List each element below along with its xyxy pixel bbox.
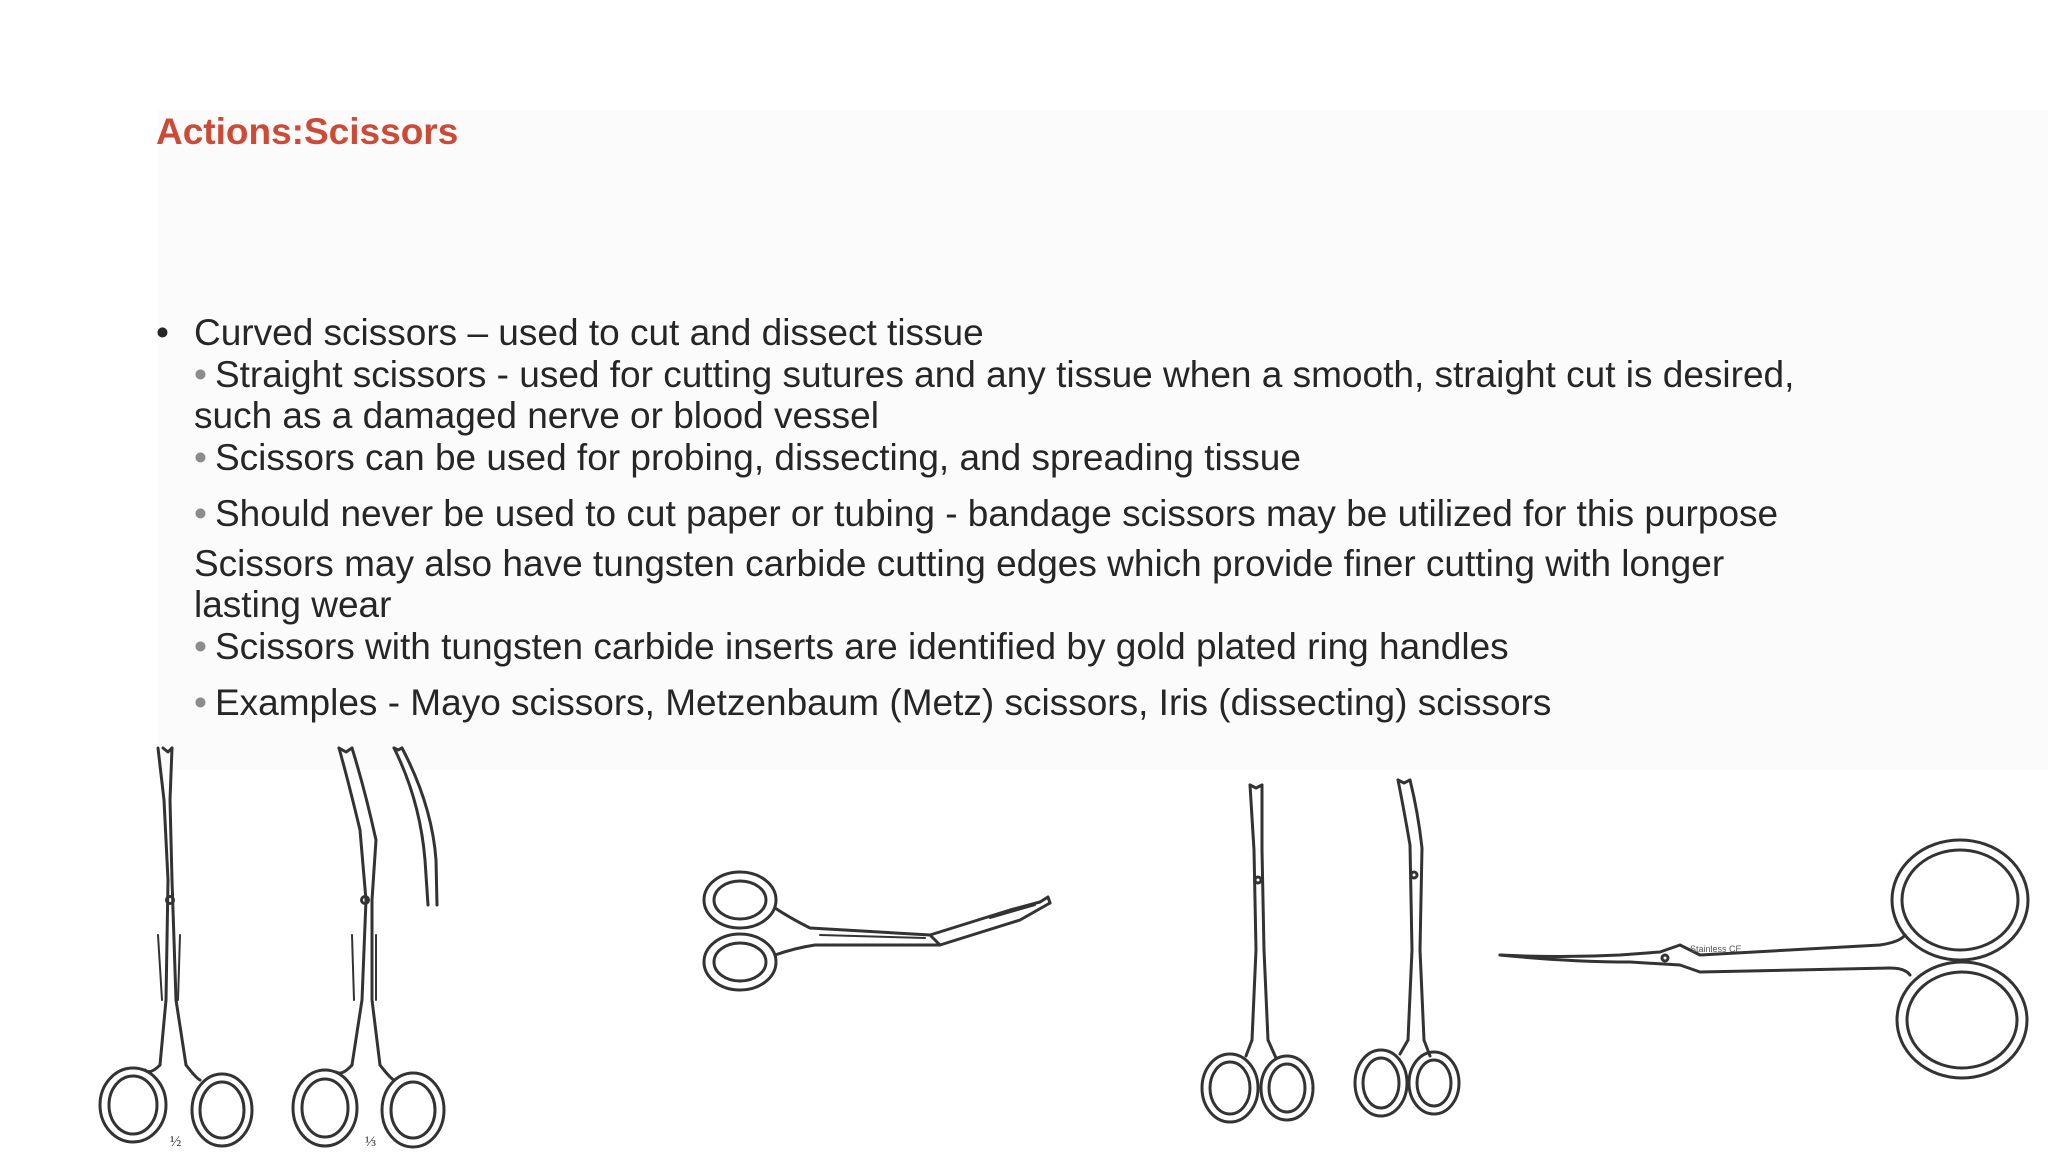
sub-bullet-dot: • bbox=[194, 625, 207, 667]
sub-bullet-dot: • bbox=[194, 436, 207, 478]
sub-bullet-text: Examples - Mayo scissors, Metzenbaum (Metz) scissors, Iris (dissecting) scissors bbox=[214, 682, 1552, 723]
sub-bullet-probing bbox=[156, 437, 1956, 479]
sub-bullet-dot: • bbox=[194, 353, 207, 395]
paragraph-text: Scissors may also have tungsten carbide cutting edges which provide finer cutting with longer bbox=[194, 542, 1725, 584]
metzenbaum-straight-scissors bbox=[1202, 785, 1313, 1122]
iris-scissors bbox=[1500, 840, 2028, 1078]
slide-title: Actions:Scissors bbox=[156, 111, 459, 152]
scissors-size-mark: ½ bbox=[170, 1134, 182, 1150]
bullet-symbol: • bbox=[156, 312, 169, 353]
scissors-size-mark: ⅓ bbox=[365, 1134, 377, 1150]
bullet-main-text: Curved scissors – used to cut and dissect tissue bbox=[194, 312, 984, 353]
scissors-images bbox=[0, 740, 2048, 1152]
sub-bullet-inserts bbox=[156, 626, 1956, 668]
sub-bullet-examples bbox=[156, 682, 1956, 724]
sub-bullet-straight bbox=[156, 354, 1956, 396]
continuation-line bbox=[156, 395, 1956, 437]
continuation-text: such as a damaged nerve or blood vessel bbox=[194, 395, 879, 436]
metzenbaum-curved-scissors bbox=[1355, 780, 1459, 1116]
sub-bullet-never bbox=[156, 493, 1956, 535]
iris-engraving: Stainless CE bbox=[1690, 944, 1742, 954]
scissors-illustration bbox=[0, 740, 2048, 1152]
sub-bullet-text: Scissors can be used for probing, dissecting, and spreading tissue bbox=[214, 436, 1301, 478]
paragraph-line bbox=[156, 584, 1956, 626]
bandage-scissors bbox=[704, 872, 1050, 990]
paragraph-text: lasting wear bbox=[194, 584, 392, 625]
bullet-main bbox=[156, 312, 1956, 354]
paragraph-line bbox=[156, 543, 1956, 585]
sub-bullet-text: Should never be used to cut paper or tubing - bandage scissors may be utilized for this purpose bbox=[214, 493, 1779, 534]
bullet-list bbox=[156, 312, 1956, 724]
curved-mayo-scissors bbox=[293, 748, 444, 1150]
straight-mayo-scissors bbox=[100, 748, 252, 1150]
sub-bullet-text: Straight scissors - used for cutting sutures and any tissue when a smooth, straight cut is desired, bbox=[214, 353, 1795, 395]
sub-bullet-dot: • bbox=[194, 493, 207, 534]
sub-bullet-text: Scissors with tungsten carbide inserts are identified by gold plated ring handles bbox=[214, 625, 1509, 667]
sub-bullet-dot: • bbox=[194, 682, 207, 723]
